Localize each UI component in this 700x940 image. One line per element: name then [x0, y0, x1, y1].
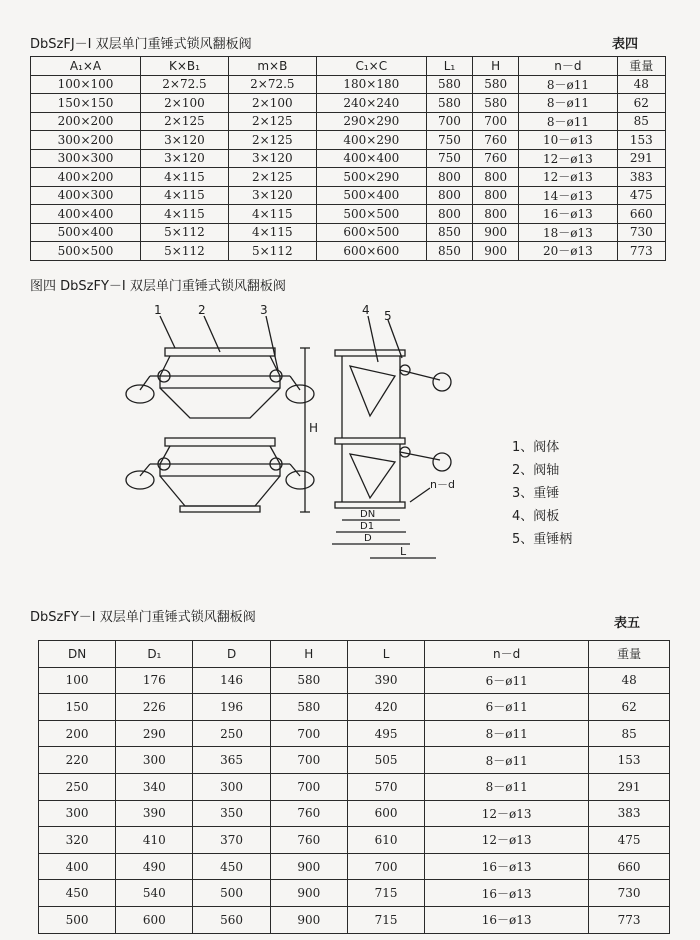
lower-side-weight — [433, 453, 451, 471]
table-cell: 400×200 — [31, 168, 141, 187]
table-cell: 700 — [270, 747, 347, 774]
table-cell: 580 — [426, 75, 472, 94]
header-cell: L — [347, 641, 424, 668]
callout-3: 3 — [260, 303, 268, 317]
table-cell: 383 — [617, 168, 665, 187]
table-cell: 4×115 — [141, 186, 229, 205]
table-cell: 300 — [116, 747, 193, 774]
upper-valve-plate — [350, 366, 395, 416]
table-cell: 390 — [347, 667, 424, 694]
table-cell: 12－ø13 — [519, 149, 617, 168]
table-cell: 62 — [589, 694, 670, 721]
table-cell: 580 — [270, 667, 347, 694]
table-row — [39, 906, 670, 933]
table-cell: 290 — [116, 720, 193, 747]
table-header-row — [39, 641, 670, 668]
table-cell: 500×290 — [316, 168, 426, 187]
table-cell: 400×400 — [31, 205, 141, 224]
table-row — [39, 827, 670, 854]
table-cell: 300 — [39, 800, 116, 827]
table-cell: 250 — [193, 720, 270, 747]
lower-left-weight — [126, 471, 154, 489]
table-cell: 760 — [270, 800, 347, 827]
table4-title: DbSzFJ－I 双层单门重锤式锁风翻板阀 — [30, 37, 252, 52]
table-cell: 5×112 — [228, 242, 316, 261]
table-cell: 153 — [589, 747, 670, 774]
header-cell: 重量 — [617, 57, 665, 76]
table-cell: 800 — [473, 168, 519, 187]
table-cell: 700 — [473, 112, 519, 131]
table-cell: 8－ø11 — [425, 773, 589, 800]
lower-body — [160, 446, 280, 476]
dim-nd: n－d — [430, 478, 455, 491]
table-cell: 240×240 — [316, 94, 426, 113]
table-cell: 850 — [426, 242, 472, 261]
table-row — [39, 667, 670, 694]
table-cell: 200×200 — [31, 112, 141, 131]
table-cell: 250 — [39, 773, 116, 800]
table-cell: 220 — [39, 747, 116, 774]
table-cell: 580 — [473, 94, 519, 113]
table-cell: 610 — [347, 827, 424, 854]
table-cell: 475 — [589, 827, 670, 854]
header-cell: H — [270, 641, 347, 668]
table-cell: 760 — [270, 827, 347, 854]
header-cell: n－d — [519, 57, 617, 76]
table-cell: 8－ø11 — [425, 747, 589, 774]
table-cell: 176 — [116, 667, 193, 694]
table-cell: 350 — [193, 800, 270, 827]
table-cell: 85 — [589, 720, 670, 747]
table-cell: 85 — [617, 112, 665, 131]
table-cell: 500×500 — [31, 242, 141, 261]
table-cell: 773 — [617, 242, 665, 261]
upper-body — [160, 356, 280, 388]
table-cell: 12－ø13 — [519, 168, 617, 187]
table-cell: 196 — [193, 694, 270, 721]
lower-hopper — [160, 476, 280, 506]
callout-5: 5 — [384, 309, 392, 323]
table-cell: 850 — [426, 223, 472, 242]
table-row — [31, 94, 666, 113]
table-cell: 700 — [270, 720, 347, 747]
table-cell: 540 — [116, 880, 193, 907]
table-cell: 150×150 — [31, 94, 141, 113]
table-cell: 200 — [39, 720, 116, 747]
table-cell: 3×120 — [141, 131, 229, 150]
table-header-row — [31, 57, 666, 76]
legend-item: 4、阀板 — [512, 509, 560, 524]
table-cell: 400×290 — [316, 131, 426, 150]
table-cell: 500×400 — [31, 223, 141, 242]
upper-hopper — [160, 388, 280, 418]
legend-item: 2、阀轴 — [512, 463, 560, 478]
table-cell: 226 — [116, 694, 193, 721]
table-cell: 16－ø13 — [425, 880, 589, 907]
table-cell: 900 — [270, 880, 347, 907]
table-row — [31, 149, 666, 168]
table-cell: 14－ø13 — [519, 186, 617, 205]
table-cell: 300×200 — [31, 131, 141, 150]
table-cell: 660 — [617, 205, 665, 224]
table-row — [31, 112, 666, 131]
table-cell: 500×500 — [316, 205, 426, 224]
table-cell: 8－ø11 — [425, 720, 589, 747]
table-cell: 10－ø13 — [519, 131, 617, 150]
table-row — [31, 75, 666, 94]
table-cell: 340 — [116, 773, 193, 800]
table-cell: 730 — [589, 880, 670, 907]
table-row — [39, 880, 670, 907]
table-cell: 150 — [39, 694, 116, 721]
table-cell: 146 — [193, 667, 270, 694]
table-cell: 750 — [426, 131, 472, 150]
legend-item: 3、重锤 — [512, 486, 560, 501]
table-cell: 505 — [347, 747, 424, 774]
upper-right-weight — [286, 385, 314, 403]
table-cell: 900 — [270, 906, 347, 933]
table-cell: 2×72.5 — [141, 75, 229, 94]
callout-2: 2 — [198, 303, 206, 317]
table4-label: 表四 — [612, 37, 639, 52]
upper-left-weight — [126, 385, 154, 403]
table-cell: 2×125 — [228, 131, 316, 150]
table-cell: 900 — [270, 853, 347, 880]
table-cell: 410 — [116, 827, 193, 854]
table-cell: 900 — [473, 223, 519, 242]
table-cell: 153 — [617, 131, 665, 150]
table-cell: 6－ø11 — [425, 667, 589, 694]
table-cell: 500 — [39, 906, 116, 933]
table-cell: 365 — [193, 747, 270, 774]
table-row — [31, 205, 666, 224]
table-cell: 383 — [589, 800, 670, 827]
header-cell: A₁×A — [31, 57, 141, 76]
table-cell: 475 — [617, 186, 665, 205]
table-cell: 300 — [193, 773, 270, 800]
table-cell: 700 — [270, 773, 347, 800]
table-cell: 2×125 — [228, 112, 316, 131]
legend-item: 1、阀体 — [512, 440, 560, 455]
table-cell: 750 — [426, 149, 472, 168]
header-cell: D — [193, 641, 270, 668]
header-cell: n－d — [425, 641, 589, 668]
table-cell: 800 — [426, 168, 472, 187]
table-cell: 300×300 — [31, 149, 141, 168]
table-cell: 2×125 — [141, 112, 229, 131]
table-cell: 291 — [617, 149, 665, 168]
table-cell: 560 — [193, 906, 270, 933]
side-bottom-flange — [335, 502, 405, 508]
table-cell: 800 — [426, 186, 472, 205]
table-cell: 4×115 — [228, 205, 316, 224]
table-cell: 800 — [426, 205, 472, 224]
table-cell: 760 — [473, 149, 519, 168]
table-cell: 100×100 — [31, 75, 141, 94]
table-cell: 16－ø13 — [519, 205, 617, 224]
header-cell: K×B₁ — [141, 57, 229, 76]
table-cell: 3×120 — [228, 149, 316, 168]
table-cell: 390 — [116, 800, 193, 827]
table-cell: 62 — [617, 94, 665, 113]
table-cell: 900 — [473, 242, 519, 261]
table-row — [31, 242, 666, 261]
table-cell: 580 — [270, 694, 347, 721]
table-cell: 495 — [347, 720, 424, 747]
table-cell: 291 — [589, 773, 670, 800]
dim-dn: DN — [360, 509, 376, 520]
table-cell: 5×112 — [141, 242, 229, 261]
callout-1: 1 — [154, 303, 162, 317]
table-cell: 100 — [39, 667, 116, 694]
figure-title: 图四 DbSzFY－I 双层单门重锤式锁风翻板阀 — [30, 279, 286, 294]
table-row — [39, 773, 670, 800]
table-cell: 320 — [39, 827, 116, 854]
table-cell: 773 — [589, 906, 670, 933]
table-cell: 2×125 — [228, 168, 316, 187]
table-cell: 450 — [39, 880, 116, 907]
table-cell: 8－ø11 — [519, 94, 617, 113]
table-cell: 700 — [426, 112, 472, 131]
table-cell: 570 — [347, 773, 424, 800]
table-cell: 400 — [39, 853, 116, 880]
table-cell: 420 — [347, 694, 424, 721]
table-row — [39, 694, 670, 721]
table-cell: 800 — [473, 186, 519, 205]
dim-d: D — [364, 533, 372, 544]
table-cell: 4×115 — [228, 223, 316, 242]
table-row — [39, 853, 670, 880]
lower-right-weight — [286, 471, 314, 489]
header-cell: 重量 — [589, 641, 670, 668]
lower-valve-plate — [350, 454, 395, 498]
table-cell: 600 — [116, 906, 193, 933]
header-cell: H — [473, 57, 519, 76]
table-cell: 660 — [589, 853, 670, 880]
table-cell: 290×290 — [316, 112, 426, 131]
table-cell: 600×500 — [316, 223, 426, 242]
table-cell: 16－ø13 — [425, 853, 589, 880]
table-cell: 715 — [347, 906, 424, 933]
table-cell: 800 — [473, 205, 519, 224]
table-cell: 2×72.5 — [228, 75, 316, 94]
table-cell: 16－ø13 — [425, 906, 589, 933]
table-cell: 2×100 — [228, 94, 316, 113]
table-cell: 4×115 — [141, 168, 229, 187]
table-cell: 48 — [589, 667, 670, 694]
table4 — [30, 56, 666, 261]
lower-flange — [165, 438, 275, 446]
figure-legend — [512, 436, 572, 551]
table-cell: 600 — [347, 800, 424, 827]
table-cell: 370 — [193, 827, 270, 854]
table-cell: 3×120 — [141, 149, 229, 168]
header-cell: DN — [39, 641, 116, 668]
table-cell: 8－ø11 — [519, 112, 617, 131]
legend-item: 5、重锤柄 — [512, 532, 573, 547]
table-cell: 500 — [193, 880, 270, 907]
table-cell: 580 — [473, 75, 519, 94]
dim-d1: D1 — [360, 521, 375, 532]
side-top-flange — [335, 350, 405, 356]
upper-side-weight — [433, 373, 451, 391]
table-cell: 3×120 — [228, 186, 316, 205]
table-cell: 20－ø13 — [519, 242, 617, 261]
callout-4: 4 — [362, 303, 370, 317]
table-row — [31, 186, 666, 205]
header-cell: C₁×C — [316, 57, 426, 76]
table-cell: 4×115 — [141, 205, 229, 224]
table-cell: 490 — [116, 853, 193, 880]
table-row — [31, 131, 666, 150]
table-cell: 760 — [473, 131, 519, 150]
table-row — [39, 800, 670, 827]
table-cell: 2×100 — [141, 94, 229, 113]
table-cell: 730 — [617, 223, 665, 242]
valve-drawing — [120, 298, 680, 588]
table-cell: 500×400 — [316, 186, 426, 205]
table-cell: 12－ø13 — [425, 800, 589, 827]
table-cell: 400×400 — [316, 149, 426, 168]
table-cell: 18－ø13 — [519, 223, 617, 242]
table-cell: 48 — [617, 75, 665, 94]
header-cell: m×B — [228, 57, 316, 76]
table-cell: 8－ø11 — [519, 75, 617, 94]
table-cell: 5×112 — [141, 223, 229, 242]
table-cell: 580 — [426, 94, 472, 113]
dim-l: L — [400, 545, 407, 558]
table-row — [39, 747, 670, 774]
table-cell: 600×600 — [316, 242, 426, 261]
table-cell: 12－ø13 — [425, 827, 589, 854]
header-cell: D₁ — [116, 641, 193, 668]
table-row — [31, 223, 666, 242]
table-cell: 715 — [347, 880, 424, 907]
dim-h: H — [309, 421, 319, 435]
table-cell: 450 — [193, 853, 270, 880]
bottom-flange — [180, 506, 260, 512]
table-cell: 180×180 — [316, 75, 426, 94]
table-cell: 700 — [347, 853, 424, 880]
table-row — [39, 720, 670, 747]
table-cell: 6－ø11 — [425, 694, 589, 721]
header-cell: L₁ — [426, 57, 472, 76]
table5-title: DbSzFY－I 双层单门重锤式锁风翻板阀 — [30, 610, 256, 625]
table5 — [38, 640, 670, 934]
table5-label: 表五 — [614, 616, 641, 631]
table-row — [31, 168, 666, 187]
table-cell: 400×300 — [31, 186, 141, 205]
